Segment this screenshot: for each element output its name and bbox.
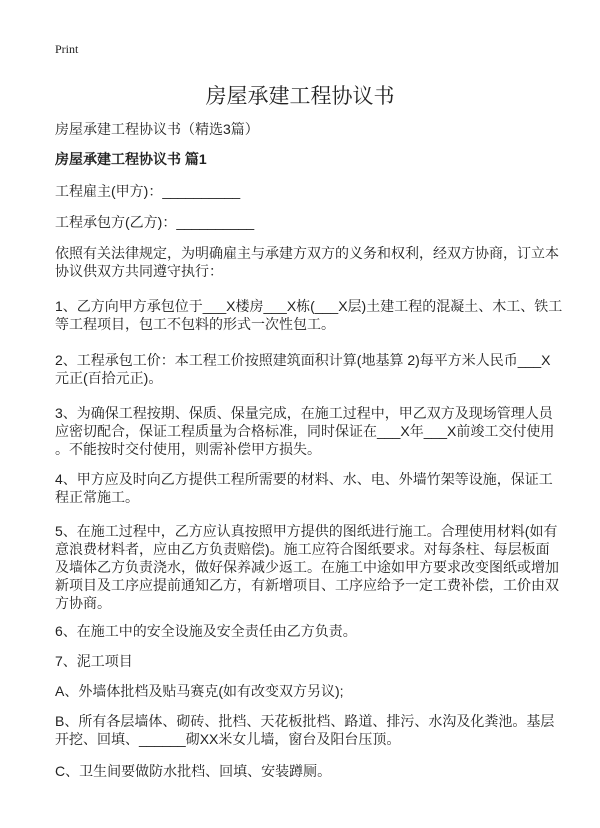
paragraph-line: 5、在施工过程中，乙方应认真按照甲方提供的图纸进行施工。合理使用材料(如有 [55, 523, 558, 539]
paragraph [55, 522, 559, 612]
paragraph-line: 。不能按时交付使用，则需补偿甲方损失。 [55, 441, 321, 457]
paragraph-line: 方协商。 [55, 595, 111, 611]
paragraph-line: 应密切配合，保证工程质量为合格标准，同时保证在___X年___X前竣工交付使用 [55, 423, 555, 439]
paragraph-line: 程正常施工。 [55, 489, 139, 505]
paragraph-line: 等工程项目，包工不包料的形式一次性包工。 [55, 316, 335, 332]
paragraph-line: 元正(百拾元正)。 [55, 370, 163, 386]
paragraph [55, 404, 555, 458]
paragraph [55, 622, 555, 640]
document-title: 房屋承建工程协议书 [205, 85, 395, 108]
paragraph-line: A、外墙体批档及贴马赛克(如有改变双方另议); [55, 683, 344, 699]
section-heading: 房屋承建工程协议书 篇1 [55, 151, 207, 167]
paragraph [55, 244, 559, 280]
paragraph-line: 意浪费材料者，应由乙方负责赔偿)。施工应符合图纸要求。对每条柱、每层板面 [55, 541, 550, 557]
paragraph-line: 开挖、回填、______砌XX米女儿墙，窗台及阳台压顶。 [55, 731, 401, 747]
paragraph-line: 4、甲方应及时向乙方提供工程所需要的材料、水、电、外墙竹架等设施，保证工 [55, 471, 553, 487]
paragraph [55, 470, 555, 506]
paragraph-line: 及墙体乙方负责浇水，做好保养减少返工。在施工中途如甲方要求改变图纸或增加 [55, 559, 559, 575]
document-subtitle: 房屋承建工程协议书（精选3篇） [55, 121, 259, 137]
paragraph-line: 依照有关法律规定，为明确雇主与承建方双方的义务和权利，经双方协商，订立本 [55, 245, 559, 261]
paragraph [55, 297, 563, 333]
paragraph-line: 协议供双方共同遵守执行： [55, 263, 223, 279]
paragraph [55, 351, 555, 387]
paragraph [55, 682, 555, 700]
paragraph-line: 新项目及工序应提前通知乙方，有新增项目、工序应给予一定工费补偿，工价由双 [55, 577, 559, 593]
paragraph-line: 2、工程承包工价：本工程工价按照建筑面积计算(地基算 2)每平方米人民币___X [55, 352, 551, 368]
paragraph [55, 762, 555, 780]
paragraph-line: 1、乙方向甲方承包位于___X楼房___X栋(___X层)土建工程的混凝土、木工、铁工 [55, 298, 563, 314]
paragraph [55, 652, 555, 670]
party-b-field: 工程承包方(乙方)：__________ [55, 214, 255, 230]
paragraph-line: 6、在施工中的安全设施及安全责任由乙方负责。 [55, 623, 357, 639]
paragraph-line: B、所有各层墙体、砌砖、批档、天花板批档、路道、排污、水沟及化粪池。基层 [55, 713, 555, 729]
party-a-field: 工程雇主(甲方)：__________ [55, 183, 241, 199]
paragraph-line: 7、泥工项目 [55, 653, 133, 669]
paragraph-line: C、卫生间要做防水批档、回填、安装蹲厕。 [55, 763, 332, 779]
paragraph-line: 3、为确保工程按期、保质、保量完成，在施工过程中，甲乙双方及现场管理人员 [55, 405, 553, 421]
print-link[interactable]: Print [55, 42, 79, 56]
paragraph [55, 712, 555, 748]
